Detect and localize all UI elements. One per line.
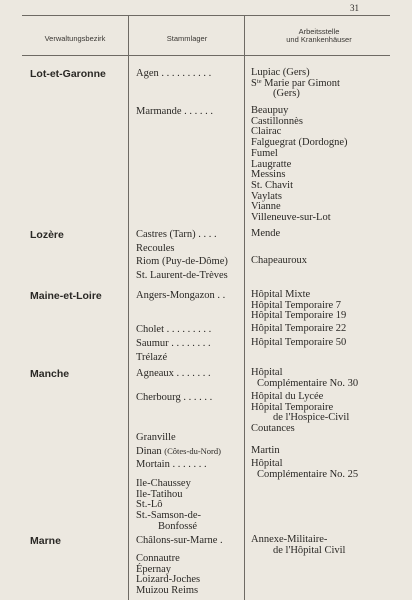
camp-recoules: Recoules <box>136 243 175 254</box>
camp-item: Ile-Chaussey <box>136 478 191 489</box>
hospital-item: Hôpital du Lycée <box>251 391 324 402</box>
camp-dinan-name: Dinan <box>136 446 162 457</box>
camp-item: Connautre <box>136 553 180 564</box>
site-item: Falguegrat (Dordogne) <box>251 137 348 149</box>
hospital-cholet: Hôpital Temporaire 22 <box>251 323 347 334</box>
site-ste-marie-cont: (Gers) <box>273 88 300 100</box>
hospital-chalons <box>251 535 345 556</box>
camp-angers: Angers-Mongazon . . <box>136 290 226 301</box>
camp-chalons: Châlons-sur-Marne . <box>136 535 223 546</box>
sites-marmande <box>251 106 348 224</box>
site-item: Villeneuve-sur-Lot <box>251 212 331 224</box>
district-marne: Marne <box>30 535 61 547</box>
site-item: Beaupuy <box>251 105 289 116</box>
header-arbeitsstelle <box>248 28 390 44</box>
camp-cholet: Cholet . . . . . . . . . <box>136 324 212 335</box>
hospital-item: Hôpital Mixte <box>251 289 311 300</box>
hospital-item: Hôpital Temporaire 19 <box>251 310 347 322</box>
camps-islands <box>136 479 201 533</box>
header-stammlager: Stammlager <box>166 34 208 43</box>
site-chapeauroux: Chapeauroux <box>251 255 307 266</box>
site-coutances: Coutances <box>251 423 295 435</box>
district-manche: Manche <box>30 368 70 380</box>
site-item: Laugratte <box>251 158 292 170</box>
camp-dinan-note: (Côtes-du-Nord) <box>164 446 221 456</box>
camp-cherbourg: Cherbourg . . . . . . <box>136 392 213 403</box>
hospital-agneaux <box>251 368 358 389</box>
header-col3-line2: und Krankenhäuser <box>286 35 352 44</box>
hospital-mortain-line2: Complémentaire No. 25 <box>257 468 359 480</box>
camp-agneaux: Agneaux . . . . . . . <box>136 368 211 379</box>
camp-item-cont: Bonfossé <box>158 520 198 532</box>
camp-dinan <box>136 446 221 457</box>
site-item: Vianne <box>251 201 281 213</box>
hospitals-agen <box>251 68 340 100</box>
hospital-item: Hôpital Temporaire <box>251 401 334 413</box>
header-col3-line1: Arbeitsstelle <box>298 27 340 36</box>
header-verwaltungsbezirk: Verwaltungsbezirk <box>44 34 106 43</box>
hospital-mortain-line1: Hôpital <box>251 458 283 469</box>
camp-item: Muizou Reims <box>136 585 199 597</box>
camps-marne <box>136 554 200 597</box>
site-item: Castillonnès <box>251 115 303 127</box>
camp-agen: Agen . . . . . . . . . . <box>136 68 212 79</box>
site-item: Vaylats <box>251 190 282 202</box>
hospitals-angers <box>251 290 346 322</box>
hospital-agneaux-line1: Hôpital <box>251 367 283 378</box>
camp-item: Loizard-Joches <box>136 574 201 586</box>
district-lozere: Lozère <box>30 229 64 241</box>
site-item: St. Chavit <box>251 179 294 191</box>
camp-item: St.-Lô <box>136 499 163 511</box>
camp-item: Ile-Tatihou <box>136 488 183 500</box>
site-mende: Mende <box>251 228 281 239</box>
hospital-cherbourg-line3: de l'Hospice-Civil <box>273 412 350 424</box>
hospital-mortain <box>251 459 358 480</box>
district-maine-et-loire: Maine-et-Loire <box>30 290 102 302</box>
page-number: 31 <box>350 3 359 13</box>
camp-mortain: Mortain . . . . . . . <box>136 459 207 470</box>
camp-item: St.-Samson-de- <box>136 510 202 522</box>
hospital-agneaux-line2: Complémentaire No. 30 <box>257 377 359 389</box>
header-rule <box>22 55 390 56</box>
camp-marmande: Marmande . . . . . . <box>136 106 213 117</box>
district-lot-et-garonne: Lot-et-Garonne <box>30 68 106 80</box>
camp-saumur: Saumur . . . . . . . . <box>136 338 211 349</box>
hospital-item: Hôpital Temporaire 7 <box>251 299 342 311</box>
camp-st-laurent: St. Laurent-de-Trèves <box>136 270 228 281</box>
site-item: Fumel <box>251 147 278 159</box>
hospital-chalons-line1: Annexe-Militaire- <box>251 534 328 545</box>
table-top-rule <box>22 15 390 16</box>
camp-riom: Riom (Puy-de-Dôme) <box>136 256 228 267</box>
site-martin: Martin <box>251 445 280 456</box>
camp-trelaze: Trélazé <box>136 352 168 363</box>
camp-castres: Castres (Tarn) . . . . <box>136 229 217 240</box>
column-divider-1 <box>128 15 129 600</box>
site-ste-marie: Sᵗᵉ Marie par Gimont <box>251 77 340 89</box>
site-item: Clairac <box>251 126 282 138</box>
column-divider-2 <box>244 15 245 600</box>
hospital-chalons-line2: de l'Hôpital Civil <box>273 544 346 556</box>
hospitals-cherbourg <box>251 392 349 435</box>
camp-item: Épernay <box>136 563 171 575</box>
hospital-saumur: Hôpital Temporaire 50 <box>251 337 347 348</box>
site-lupiac: Lupiac (Gers) <box>251 67 310 78</box>
camp-granville: Granville <box>136 432 176 443</box>
site-item: Messins <box>251 169 286 181</box>
